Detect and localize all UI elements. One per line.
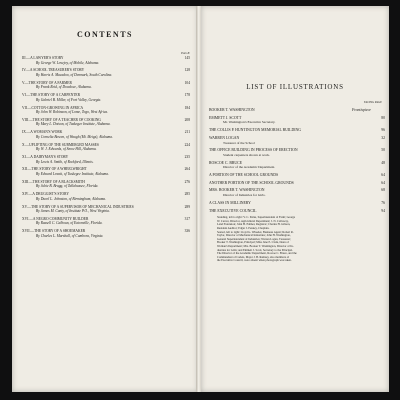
contents-entry-author: By Gabriel B. Miller, of Fort Valley, Georgia. <box>36 97 102 102</box>
page-column-label: PAGE <box>181 51 190 55</box>
illustration-note: Frontispiece <box>351 108 371 112</box>
illustration-page: 32 <box>381 135 385 140</box>
contents-entry <box>22 106 190 115</box>
contents-entry-page: 285 <box>184 192 190 197</box>
contents-entry-title: XIII.—THE STORY OF A BLACKSMITH <box>22 179 85 184</box>
illustration-page: 94 <box>381 208 385 213</box>
illustration-title: THE COLLIS P. HUNTINGTON MEMORIAL BUILDING <box>209 128 301 133</box>
contents-entry <box>22 180 190 189</box>
illustration-entry <box>209 116 385 125</box>
contents-entry <box>22 229 190 238</box>
caption-line: Standing, left to right: V. C. Perks, Superintendent of Farm; George <box>217 216 296 220</box>
illustration-page: 96 <box>381 128 385 133</box>
caption-line: Commandant of Cadets, Major J. B. Ramsey, also members of <box>217 255 290 259</box>
caption-line: dustries for Girls; and Emmett J. Scott, Secretary to the Principal. <box>217 248 293 252</box>
contents-entry-author: By Cornelia Bowen, of Waugh (Mt. Meigs), Alabama. <box>36 134 113 139</box>
contents-entry-page: 276 <box>184 179 190 184</box>
contents-entry <box>22 155 190 164</box>
contents-entry <box>22 217 190 226</box>
illustration-title: ROSCOE C. BRUCE <box>209 160 243 165</box>
illustration-subtitle: Mr. Washington's Executive Secretary. <box>223 120 276 125</box>
contents-entry-page: 224 <box>184 142 190 147</box>
contents-entry-title: XVII.—THE STORY OF A SHOEMAKER <box>22 229 86 234</box>
contents-entry <box>22 143 190 152</box>
contents-entry-author: By James M. Canty, of Institute P.O., West Virginia. <box>36 209 110 214</box>
contents-entry-page: 178 <box>184 93 190 98</box>
illustration-entry <box>209 188 385 197</box>
contents-entry-author: By Harris A. Macadoo, of Denmark, South Carolina. <box>36 72 113 77</box>
facing-page-label: FACING PAGE <box>364 101 382 104</box>
illustration-page: 80 <box>381 115 385 120</box>
caption-line: Booker T. Washington, Principal; Miss Jane E. Clark, Dean of <box>217 241 289 245</box>
contents-entry-title: V.—THE STORY OF A FARMER <box>22 80 72 85</box>
illustration-entry <box>209 201 385 206</box>
caption-line: Seated, left to right: Lloyd G. Wheeler, Business Agent; Robert R. <box>217 230 294 234</box>
contents-entry-page: 145 <box>184 56 190 60</box>
illustration-entry <box>209 209 385 214</box>
illustration-entry <box>209 161 385 170</box>
illustration-title: EMMETT J. SCOTT <box>209 115 242 120</box>
illustration-page: 48 <box>381 160 385 165</box>
contents-entry-page: 289 <box>184 204 190 209</box>
contents-entry <box>22 130 190 139</box>
contents-entry-page: 317 <box>184 216 190 221</box>
contents-entry-page: 264 <box>184 167 190 172</box>
illustrations-list <box>209 108 385 263</box>
illustration-page: 76 <box>381 200 385 205</box>
contents-entry-author: By Mary L. Dotson, of Tuskegee Institute, Alabama. <box>36 122 111 127</box>
caption-line: W. Carver, Director, Agricultural Department; J. N. Calloway, <box>217 219 289 223</box>
contents-entry-title: X.—UPLIFTING OF THE SUBMERGED MASSES <box>22 142 99 147</box>
contents-entry-title: XII.—THE STORY OF A WHEELWRIGHT <box>22 167 87 172</box>
contents-entry-author: By George W. Lovejoy, of Mobile, Alabama. <box>36 60 100 65</box>
caption-line: The Director of the Academic Department, Roscoe C. Bruce, and the <box>217 252 297 256</box>
caption-line: Taylor, Director of Mechanical Industries; John H. Washington, <box>217 234 291 238</box>
contents-entry-author: By John W. Robinson, of Lome, Togo, West Africa. <box>36 110 109 115</box>
illustration-subtitle: Student carpenters shown at work. <box>223 152 270 157</box>
contents-entry-title: XIV.—A DRUGGIST'S STORY <box>22 192 69 197</box>
contents-entry-title: VI.—THE STORY OF A CARPENTER <box>22 93 81 98</box>
contents-entry-author: By W. J. Edwards, of Snow Hill, Alabama. <box>36 147 97 152</box>
contents-entry-page: 184 <box>184 105 190 110</box>
illustration-page: 64 <box>381 173 385 178</box>
illustration-subtitle: Director of Industries for Girls. <box>223 193 266 198</box>
caption-line: Resident Auditor; Edgar J. Penney, Chaplain. <box>217 227 270 231</box>
contents-entry-author: By Lewis A. Smith, of Rockford, Illinois. <box>36 159 94 164</box>
contents-entry <box>22 192 190 201</box>
contents-entry <box>22 81 190 90</box>
illustration-title: WARREN LOGAN <box>209 135 240 140</box>
contents-entry-title: VIII.—THE STORY OF A TEACHER OF COOKING <box>22 117 101 122</box>
contents-entry-author: By Edward Lovatt, of Tuskegee Institute, Alabama. <box>36 171 109 176</box>
illustration-title: A CLASS IN MILLINERY <box>209 200 251 205</box>
contents-list <box>22 56 190 242</box>
illustrations-heading: LIST OF ILLUSTRATIONS <box>246 83 344 91</box>
contents-heading: CONTENTS <box>76 30 133 39</box>
contents-entry <box>22 68 190 77</box>
contents-entry-author: By Charles L. Marshall, of Cambora, Virginia. <box>36 233 104 238</box>
illustration-title: ANOTHER PORTION OF THE SCHOOL GROUNDS <box>209 180 294 185</box>
illustration-entry <box>209 128 385 133</box>
contents-entry-title: XI.—A DAIRYMAN'S STORY <box>22 155 69 159</box>
executive-council-caption <box>209 216 385 263</box>
contents-entry-title: VII.—COTTON-GROWING IN AFRICA <box>22 105 84 110</box>
contents-entry-page: 211 <box>184 130 190 135</box>
illustration-title: A PORTION OF THE SCHOOL GROUNDS <box>209 173 279 178</box>
illustration-entry <box>209 148 385 157</box>
caption-line: Woman's Department; Mrs. Booker T. Washington, Director of In- <box>217 245 294 248</box>
contents-entry <box>22 118 190 127</box>
contents-entry-author: By Russell C. Calhoun, of Eatonville, Florida. <box>36 221 103 226</box>
caption-line: the Executive Council, were absent when photograph was taken. <box>217 259 292 263</box>
illustration-subtitle: Director of the Academic Department. <box>223 165 276 170</box>
right-page <box>201 6 389 392</box>
contents-entry-page: 128 <box>184 68 190 73</box>
contents-entry-title: XVI.—A NEGRO COMMUNITY BUILDER <box>22 216 89 221</box>
illustration-title: THE EXECUTIVE COUNCIL <box>209 208 257 213</box>
caption-line: Land Extension; John H. Palmer, Registrar; Charles H. Gibson, <box>217 223 291 227</box>
contents-entry-title: IX.—A WOMAN'S WORK <box>22 130 63 135</box>
contents-entry <box>22 205 190 214</box>
caption-line: General Superintendent of Industries; Warren Logan, Treasurer; <box>217 237 291 241</box>
contents-entry <box>22 56 190 65</box>
contents-entry-page: 336 <box>184 229 190 234</box>
contents-entry-author: By Jubie B. Bragg, of Tallahassee, Florida. <box>36 184 99 189</box>
contents-entry-page: 235 <box>184 155 190 159</box>
contents-entry-title: XV.—THE STORY OF A SUPERVISOR OF MECHANICAL INDUSTRIES <box>22 204 134 209</box>
contents-entry-author: By Frank Reid, of Dowdoce, Alabama. <box>36 85 92 90</box>
contents-entry-page: 208 <box>184 117 190 122</box>
contents-entry-author: By Duvel L. Johnston, of Birmingham, Alabama. <box>36 196 107 201</box>
illustration-page: 68 <box>381 188 385 193</box>
left-page <box>12 6 198 392</box>
illustration-page: 64 <box>381 180 385 185</box>
contents-entry <box>22 93 190 102</box>
contents-entry-page: 104 <box>184 80 190 85</box>
illustration-page: 50 <box>381 148 385 153</box>
illustration-title: BOOKER T. WASHINGTON <box>209 108 255 112</box>
illustration-title: MRS. BOOKER T. WASHINGTON <box>209 188 265 193</box>
contents-entry-title: IV.—A SCHOOL TREASURER'S STORY <box>22 68 85 73</box>
illustration-entry <box>209 108 385 113</box>
illustration-entry <box>209 173 385 178</box>
illustration-entry <box>209 181 385 186</box>
illustration-title: THE OFFICE BUILDING IN PROCESS OF ERECTION <box>209 148 298 153</box>
contents-entry <box>22 167 190 176</box>
illustration-entry <box>209 136 385 145</box>
contents-entry-title: III.—A LAWYER'S STORY <box>22 56 64 60</box>
illustration-subtitle: Treasurer of the School <box>223 140 255 145</box>
